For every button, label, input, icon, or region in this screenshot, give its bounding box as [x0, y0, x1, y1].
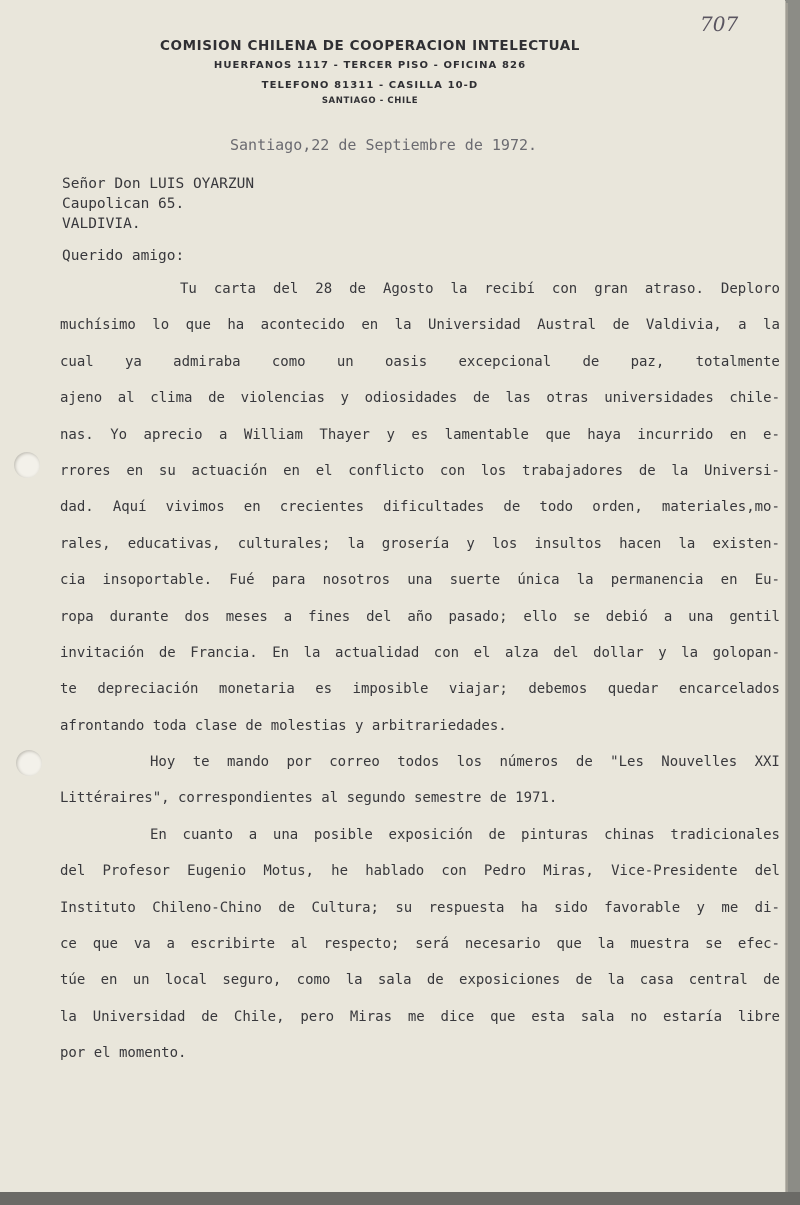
- recipient-name: Señor Don LUIS OYARZUN: [62, 176, 255, 192]
- body-line: rrores en su actuación en el conflicto con los trabajadores de la Universi-: [60, 462, 780, 479]
- body-line: Littéraires", correspondientes al segundo semestre de 1971.: [60, 790, 558, 807]
- body-line: afrontando toda clase de molestias y arbitrariedades.: [60, 717, 507, 734]
- letterhead-address: HUERFANOS 1117 - TERCER PISO - OFICINA 826: [213, 60, 527, 71]
- body-line: ce que va a escribirte al respecto; será necesario que la muestra se efec-: [60, 936, 780, 953]
- body-line: cual ya admiraba como un oasis excepcional de paz, totalmente: [60, 353, 780, 370]
- body-line: cia insoportable. Fué para nosotros una suerte única la permanencia en Eu-: [60, 572, 780, 589]
- body-line: Tu carta del 28 de Agosto la recibí con gran atraso. Deploro: [180, 281, 780, 297]
- body-line: rales, educativas, culturales; la grosería y los insultos hacen la existen-: [60, 535, 780, 552]
- scan-edge: [0, 1192, 800, 1205]
- body-line: Hoy te mando por correo todos los números de "Les Nouvelles XXI: [150, 754, 780, 771]
- letter-date: Santiago,22 de Septiembre de 1972.: [230, 136, 538, 154]
- body-line: ropa durante dos meses a fines del año pasado; ello se debió a una gentil: [60, 608, 780, 625]
- recipient-street: Caupolican 65.: [62, 196, 185, 212]
- punch-hole-top: [14, 452, 40, 478]
- body-line: del Profesor Eugenio Motus, he hablado con Pedro Miras, Vice-Presidente del: [60, 863, 780, 880]
- body-line: En cuanto a una posible exposición de pinturas chinas tradicionales: [150, 826, 780, 843]
- body-line: la Universidad de Chile, pero Miras me dice que esta sala no estaría libre: [60, 1008, 780, 1025]
- body-line: túe en un local seguro, como la sala de exposiciones de la casa central de: [60, 972, 780, 989]
- letter-body: [60, 271, 780, 1072]
- letterhead-org: COMISION CHILENA DE COOPERACION INTELECTUAL: [159, 38, 580, 54]
- body-line: muchísimo lo que ha acontecido en la Universidad Austral de Valdivia, a la: [60, 317, 780, 334]
- body-line: invitación de Francia. En la actualidad con el alza del dollar y la golopan-: [60, 644, 780, 661]
- recipient-city: VALDIVIA.: [62, 216, 141, 232]
- letterhead-city: SANTIAGO - CHILE: [321, 96, 419, 106]
- salutation: Querido amigo:: [62, 248, 185, 264]
- body-line: ajeno al clima de violencias y odiosidades de las otras universidades chile-: [60, 390, 780, 407]
- folio-number: 707: [700, 12, 739, 36]
- punch-hole-bottom: [16, 750, 42, 776]
- body-line: por el momento.: [60, 1045, 187, 1062]
- body-line: Instituto Chileno-Chino de Cultura; su respuesta ha sido favorable y me di-: [60, 899, 780, 916]
- body-line: dad. Aquí vivimos en crecientes dificultades de todo orden, materiales,mo-: [60, 499, 780, 516]
- letterhead-phone: TELEFONO 81311 - CASILLA 10-D: [261, 80, 479, 91]
- body-line: nas. Yo aprecio a William Thayer y es lamentable que haya incurrido en e-: [60, 426, 780, 443]
- body-line: te depreciación monetaria es imposible viajar; debemos quedar encarcelados: [60, 681, 780, 698]
